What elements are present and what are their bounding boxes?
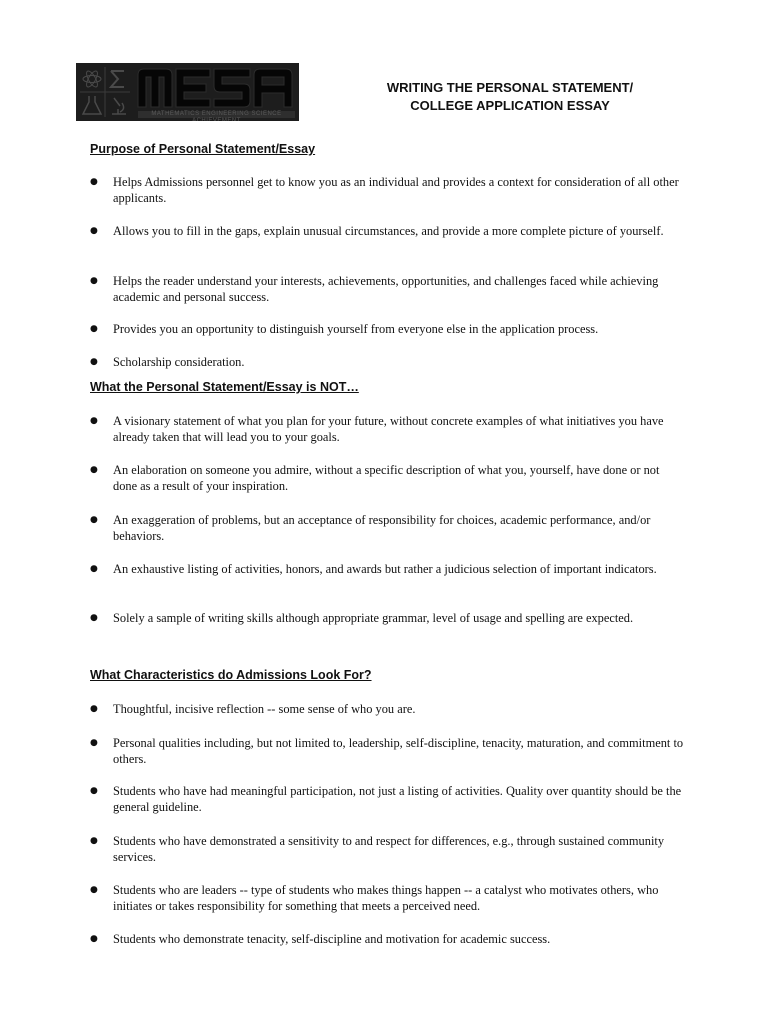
list-item-text: Helps Admissions personnel get to know you as an individual and provides a context for consideration of all other applicants. [113,175,679,205]
list-item-text: An exhaustive listing of activities, honors, and awards but rather a judicious selection of important indicators. [113,562,657,576]
section-heading-characteristics: What Characteristics do Admissions Look For? [90,668,372,682]
list-item-text: Personal qualities including, but not limited to, leadership, self-discipline, tenacity, maturation, and commitment to others. [113,736,684,766]
list-item [90,273,685,305]
list-item [90,610,685,626]
list-item-text: Scholarship consideration. [113,355,245,369]
bullet-icon: ● [90,177,98,187]
list-item [90,174,685,206]
bullet-icon: ● [90,276,98,286]
bullet-icon: ● [90,226,98,236]
bullet-icon: ● [90,613,98,623]
list-item [90,223,685,239]
list-item [90,462,685,494]
list-item-text: An exaggeration of problems, but an acceptance of responsibility for choices, academic performance, and/or behaviors. [113,513,651,543]
mesa-logo [76,63,299,121]
bullet-icon: ● [90,738,98,748]
list-item-text: Provides you an opportunity to distinguish yourself from everyone else in the application process. [113,322,599,336]
mesa-wordmark [136,67,294,109]
list-item [90,561,685,577]
bullet-icon: ● [90,515,98,525]
logo-tagline: MATHEMATICS ENGINEERING SCIENCE ACHIEVEMENT [138,111,295,118]
page-title [330,79,690,115]
list-item-text: Allows you to fill in the gaps, explain unusual circumstances, and provide a more complete picture of yourself. [113,224,664,238]
title-line-2: COLLEGE APPLICATION ESSAY [410,98,610,113]
list-item-text: Thoughtful, incisive reflection -- some sense of who you are. [113,702,416,716]
list-item [90,931,685,947]
list-item-text: Students who are leaders -- type of students who makes things happen -- a catalyst who motivates others, who initiates or takes responsibility for something that meets a perceived need. [113,883,659,913]
bullet-icon: ● [90,836,98,846]
list-item [90,701,685,717]
list-item [90,413,685,445]
list-item-text: A visionary statement of what you plan for your future, without concrete examples of what initiatives you have already taken that will lead you to your goals. [113,414,664,444]
list-item [90,354,685,370]
list-item-text: An elaboration on someone you admire, without a specific description of what you, yourself, have done or not done as a result of your inspiration. [113,463,660,493]
list-item-text: Solely a sample of writing skills although appropriate grammar, level of usage and spelling are expected. [113,611,634,625]
bullet-icon: ● [90,564,98,574]
list-item-text: Helps the reader understand your interests, achievements, opportunities, and challenges faced while achieving academic and personal success. [113,274,659,304]
bullet-icon: ● [90,324,98,334]
bullet-icon: ● [90,786,98,796]
list-item [90,735,685,767]
section-heading-not: What the Personal Statement/Essay is NOT… [90,380,359,394]
list-item [90,833,685,865]
bullet-icon: ● [90,934,98,944]
bullet-icon: ● [90,465,98,475]
list-item [90,512,685,544]
bullet-icon: ● [90,357,98,367]
science-icons [78,65,132,119]
list-item-text: Students who demonstrate tenacity, self-discipline and motivation for academic success. [113,932,551,946]
bullet-icon: ● [90,704,98,714]
title-line-1: WRITING THE PERSONAL STATEMENT/ [386,80,634,95]
bullet-icon: ● [90,416,98,426]
list-item [90,321,685,337]
section-heading-purpose: Purpose of Personal Statement/Essay [90,142,316,156]
list-item [90,783,685,815]
list-item [90,882,685,914]
list-item-text: Students who have had meaningful participation, not just a listing of activities. Quality over quantity should be the general guideline. [113,784,682,814]
bullet-icon: ● [90,885,98,895]
list-item-text: Students who have demonstrated a sensitivity to and respect for differences, e.g., through sustained community services. [113,834,665,864]
